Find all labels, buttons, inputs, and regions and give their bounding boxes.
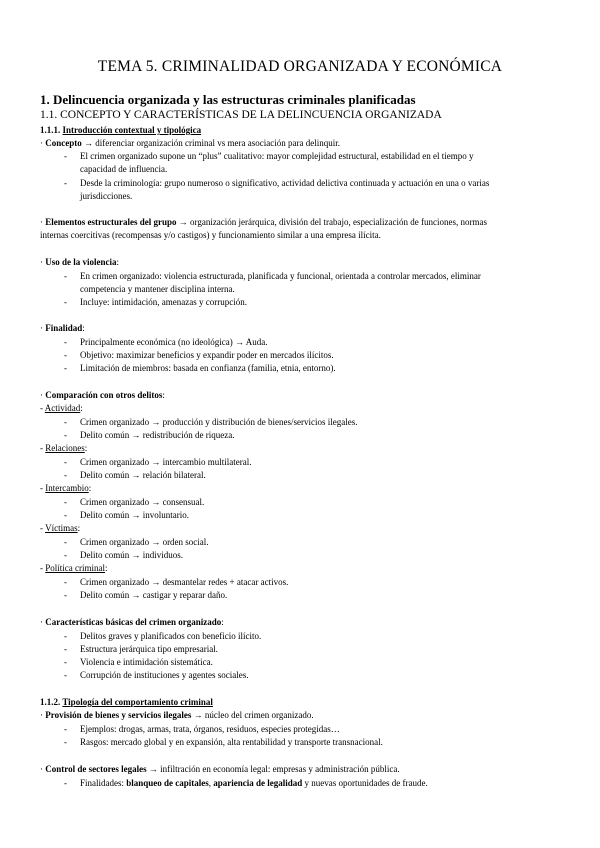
bullet-mark: · xyxy=(40,617,43,627)
provision-text: → núcleo del crimen organizado. xyxy=(191,710,314,720)
dash-mark: - xyxy=(40,403,43,413)
dash-mark: - xyxy=(64,271,67,281)
list-item-cont: capacidad de influencia. xyxy=(80,164,168,174)
list-item: Incluye: intimidación, amenazas y corrupción. xyxy=(80,297,247,307)
colon: : xyxy=(88,483,92,493)
bullet-mark: · xyxy=(40,257,43,267)
politica-label: Política criminal xyxy=(45,563,105,573)
list-item: Rasgos: mercado global y en expansión, alta rentabilidad y transporte transnacional. xyxy=(80,737,383,747)
dash-mark: - xyxy=(64,417,67,427)
section-heading: 1. Delincuencia organizada y las estructuras criminales planificadas xyxy=(40,92,416,107)
violencia-line xyxy=(40,256,119,268)
list-item: Delito común → relación bilateral. xyxy=(80,470,206,480)
dash-mark: - xyxy=(64,724,67,734)
dash-mark: - xyxy=(64,737,67,747)
finalidades-prefix: Finalidades: xyxy=(80,778,127,788)
dash-mark: - xyxy=(64,590,67,600)
list-item: Delito común → redistribución de riqueza. xyxy=(80,430,235,440)
provision-line xyxy=(40,709,314,721)
dash-mark: - xyxy=(64,631,67,641)
dash-mark: - xyxy=(64,550,67,560)
list-item: Estructura jerárquica tipo empresarial. xyxy=(80,644,218,654)
list-item: Crimen organizado → consensual. xyxy=(80,497,205,507)
bullet-mark: · xyxy=(40,390,43,400)
relaciones-label: Relaciones xyxy=(45,443,85,453)
control-text: → infiltración en economía legal: empresas y administración pública. xyxy=(146,764,400,774)
list-item-cont: competencia y mantener disciplina interna. xyxy=(80,284,235,294)
elementos-line-cont: internas coercitivas (recompensas y/o castigos) y funcionamiento similar a una empresa ilícita. xyxy=(40,230,381,240)
dash-mark: - xyxy=(64,457,67,467)
control-label: Control de sectores legales xyxy=(45,764,147,774)
colon: : xyxy=(84,443,88,453)
violencia-label: Uso de la violencia xyxy=(45,257,117,267)
list-item: Ejemplos: drogas, armas, trata, órganos, residuos, especies protegidas… xyxy=(80,724,340,734)
subsubsection-heading xyxy=(40,124,201,136)
dash-mark: - xyxy=(64,510,67,520)
list-item: Crimen organizado → intercambio multilateral. xyxy=(80,457,252,467)
dash-mark: - xyxy=(64,430,67,440)
victimas-label: Víctimas xyxy=(45,523,78,533)
list-item: Crimen organizado → desmantelar redes + atacar activos. xyxy=(80,577,289,587)
colon: : xyxy=(221,617,224,627)
list-item: Objetivo: maximizar beneficios y expandir poder en mercados ilícitos. xyxy=(80,350,334,360)
list-item: El crimen organizado supone un “plus” cualitativo: mayor complejidad estructural, estabilidad en el tiempo y xyxy=(80,151,474,161)
dash-mark: - xyxy=(40,443,43,453)
apariencia-bold: apariencia de legalidad xyxy=(213,778,303,788)
victimas-line xyxy=(40,522,80,534)
dash-mark: - xyxy=(64,178,67,188)
politica-line xyxy=(40,562,108,574)
colon: : xyxy=(77,523,81,533)
list-item: Delito común → individuos. xyxy=(80,550,183,560)
comparacion-label: Comparación con otros delitos xyxy=(45,390,163,400)
colon: : xyxy=(162,390,165,400)
list-item: Delito común → castigar y reparar daño. xyxy=(80,590,228,600)
dash-mark: - xyxy=(64,337,67,347)
dash-mark: - xyxy=(64,350,67,360)
dash-mark: - xyxy=(64,470,67,480)
actividad-label: Actividad xyxy=(44,403,81,413)
concepto-text: → diferenciar organización criminal vs mera asociación para delinquir. xyxy=(81,138,340,148)
bullet-mark: · xyxy=(40,217,43,227)
dash-mark: - xyxy=(64,151,67,161)
dash-mark: - xyxy=(64,657,67,667)
elementos-line xyxy=(40,216,487,228)
dash-mark: - xyxy=(64,577,67,587)
finalidades-suffix: y nuevas oportunidades de fraude. xyxy=(302,778,428,788)
finalidad-label: Finalidad xyxy=(45,323,83,333)
bullet-mark: · xyxy=(40,323,43,333)
list-item: Delitos graves y planificados con beneficio ilícito. xyxy=(80,631,262,641)
page-title: TEMA 5. CRIMINALIDAD ORGANIZADA Y ECONÓMICA xyxy=(97,58,503,75)
subsubsection-title: Tipología del comportamiento criminal xyxy=(62,697,213,707)
concepto-line xyxy=(40,137,340,149)
subsubsection-number: 1.1.1. xyxy=(40,125,61,135)
list-item: Principalmente económica (no ideológica) → Auda. xyxy=(80,337,268,347)
subsubsection-number: 1.1.2. xyxy=(40,697,61,707)
comparacion-line xyxy=(40,389,165,401)
colon: : xyxy=(82,323,85,333)
bullet-mark: · xyxy=(40,710,43,720)
relaciones-line xyxy=(40,442,87,454)
subsection-heading: 1.1. CONCEPTO Y CARACTERÍSTICAS DE LA DELINCUENCIA ORGANIZADA xyxy=(40,109,442,121)
dash-mark: - xyxy=(64,297,67,307)
elementos-label: Elementos estructurales del grupo xyxy=(45,217,177,227)
list-item: Desde la criminología: grupo numeroso o significativo, actividad delictiva continuada y actuación en una o varias xyxy=(80,178,490,188)
elementos-text: → organización jerárquica, división del trabajo, especialización de funciones, normas xyxy=(176,217,487,227)
dash-mark: - xyxy=(64,670,67,680)
dash-mark: - xyxy=(40,523,43,533)
actividad-line xyxy=(40,402,83,414)
dash-mark: - xyxy=(64,363,67,373)
colon: : xyxy=(116,257,120,267)
separator: , xyxy=(208,778,214,788)
colon: : xyxy=(105,563,108,573)
finalidad-line xyxy=(40,322,85,334)
control-line xyxy=(40,763,400,775)
list-item: En crimen organizado: violencia estructurada, planificada y funcional, orientada a controlar mercados, eliminar xyxy=(80,271,481,281)
provision-label: Provisión de bienes y servicios ilegales xyxy=(45,710,192,720)
dash-mark: - xyxy=(40,563,43,573)
intercambio-label: Intercambio xyxy=(45,483,89,493)
list-item: Delito común → involuntario. xyxy=(80,510,189,520)
intercambio-line xyxy=(40,482,91,494)
list-item-cont: jurisdicciones. xyxy=(80,191,133,201)
caracteristicas-label: Características básicas del crimen organizado xyxy=(45,617,222,627)
list-item: Corrupción de instituciones y agentes sociales. xyxy=(80,670,249,680)
caracteristicas-line xyxy=(40,616,224,628)
blanqueo-bold: blanqueo de capitales xyxy=(126,778,209,788)
list-item: Violencia e intimidación sistemática. xyxy=(80,657,213,667)
list-item: Crimen organizado → orden social. xyxy=(80,537,209,547)
subsubsection-title: Introducción contextual y tipológica xyxy=(62,125,202,135)
bullet-mark: · xyxy=(40,764,43,774)
dash-mark: - xyxy=(64,778,67,788)
list-item: Crimen organizado → producción y distribución de bienes/servicios ilegales. xyxy=(80,417,358,427)
dash-mark: - xyxy=(64,644,67,654)
dash-mark: - xyxy=(64,497,67,507)
list-item: Limitación de miembros: basada en confianza (familia, etnia, entorno). xyxy=(80,363,336,373)
list-item xyxy=(80,777,428,789)
colon: : xyxy=(80,403,83,413)
concepto-label: Concepto xyxy=(45,138,82,148)
dash-mark: - xyxy=(64,537,67,547)
subsubsection-heading xyxy=(40,696,213,708)
dash-mark: - xyxy=(40,483,43,493)
bullet-mark: · xyxy=(40,138,43,148)
